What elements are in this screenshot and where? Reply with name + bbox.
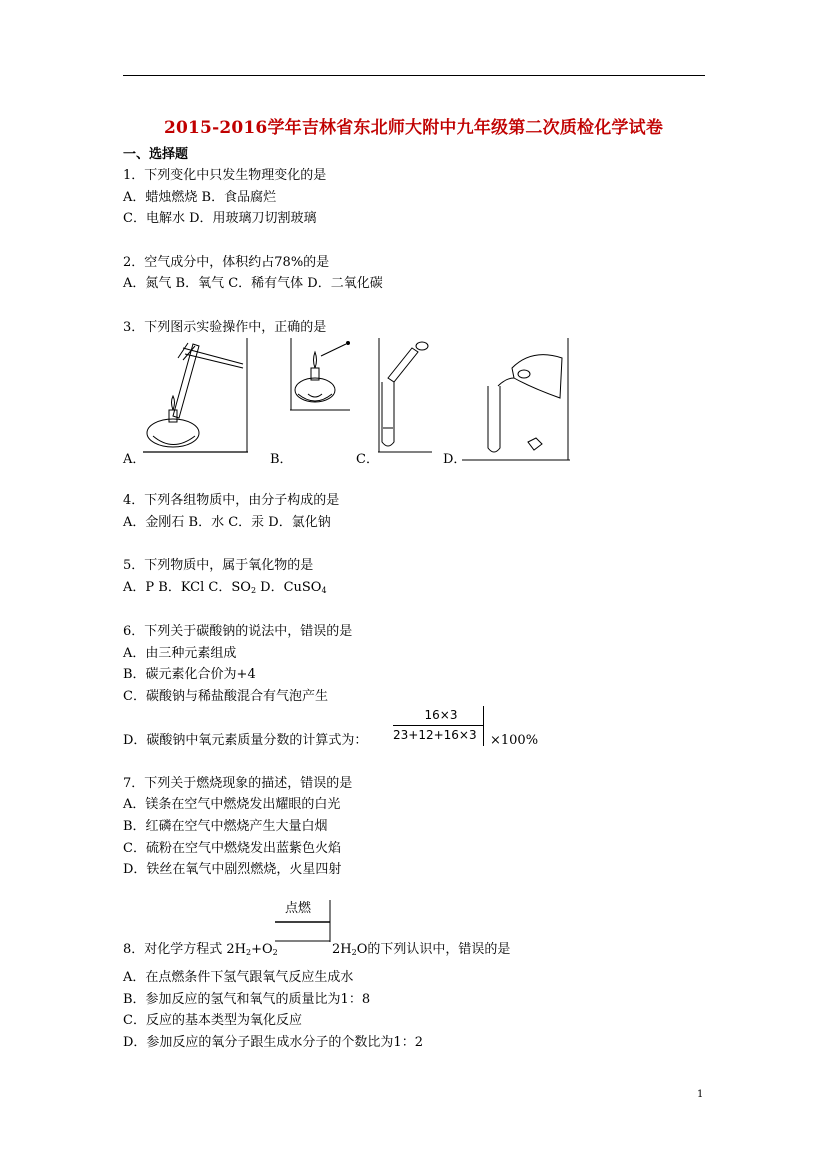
q1-stem: 1．下列变化中只发生物理变化的是: [123, 168, 327, 183]
q8-option-d: D．参加反应的氧分子跟生成水分子的个数比为1：2: [123, 1035, 423, 1050]
q2-stem: 2．空气成分中，体积约占78%的是: [123, 255, 330, 270]
q3-stem: 3．下列图示实验操作中，正确的是: [123, 320, 327, 335]
header-rule: [123, 75, 705, 76]
q3-label-c: C．: [356, 452, 379, 467]
q5-options: A．P B．KCl C．$SO_2$ D．CuSO$_4$: [123, 580, 327, 595]
q2-options: A．氮气 B．氧气 C．稀有气体 D．二氧化碳: [123, 276, 383, 291]
figure-a-heating-test-tube: [143, 338, 251, 454]
q1-options-ab: A．蜡烛燃烧 B．食品腐烂: [123, 190, 277, 205]
q8-option-c: C．反应的基本类型为氧化反应: [123, 1013, 302, 1028]
q7-option-b: B．红磷在空气中燃烧产生大量白烟: [123, 819, 328, 834]
reaction-condition: 点燃: [285, 901, 312, 916]
page-number: 1: [697, 1089, 704, 1100]
figure-d-adding-solid: [462, 338, 572, 462]
q8-stem-rest: $2H_2O$的下列认识中，错误的是: [332, 942, 511, 957]
q4-options: A．金刚石 B．水 C．汞 D．氯化钠: [123, 515, 331, 530]
q6-stem: 6．下列关于碳酸钠的说法中，错误的是: [123, 624, 353, 639]
q1-options-cd: C．电解水 D．用玻璃刀切割玻璃: [123, 211, 317, 226]
section-heading: 一、选择题: [123, 147, 189, 162]
q6-option-b: B．碳元素化合价为+4: [123, 667, 256, 682]
q7-stem: 7．下列关于燃烧现象的描述，错误的是: [123, 776, 353, 791]
page-title: 2015-2016学年吉林省东北师大附中九年级第二次质检化学试卷: [163, 118, 664, 138]
mass-fraction-formula: [393, 706, 489, 746]
q4-stem: 4．下列各组物质中，由分子构成的是: [123, 493, 340, 508]
q8-option-a: A．在点燃条件下氢气跟氧气反应生成水: [123, 970, 354, 985]
fraction-denominator: 23+12+16×3: [393, 728, 477, 742]
figure-c-dropper: [378, 338, 434, 454]
q6-option-c: C．碳酸钠与稀盐酸混合有气泡产生: [123, 689, 328, 704]
q6-option-a: A．由三种元素组成: [123, 646, 237, 661]
q3-label-d: D．: [443, 452, 467, 467]
q3-label-a: A．: [123, 452, 146, 467]
q7-option-a: A．镁条在空气中燃烧发出耀眼的白光: [123, 797, 341, 812]
q7-option-d: D．铁丝在氧气中剧烈燃烧，火星四射: [123, 862, 342, 877]
fraction-numerator: 16×3: [424, 708, 458, 722]
q6-option-d: D．碳酸钠中氧元素质量分数的计算式为：: [123, 733, 368, 748]
figure-b-alcohol-lamp: [290, 338, 352, 412]
fraction-tail: ×100%: [490, 733, 539, 748]
q8-option-b: B．参加反应的氢气和氧气的质量比为1：8: [123, 992, 371, 1007]
q7-option-c: C．硫粉在空气中燃烧发出蓝紫色火焰: [123, 841, 341, 856]
q8-stem: 8．对化学方程式 $2H_2+O_2$: [123, 942, 278, 957]
q5-stem: 5．下列物质中，属于氧化物的是: [123, 558, 314, 573]
fraction-border: [483, 706, 484, 746]
fraction-bar: [393, 725, 483, 726]
q3-label-b: B．: [270, 452, 293, 467]
